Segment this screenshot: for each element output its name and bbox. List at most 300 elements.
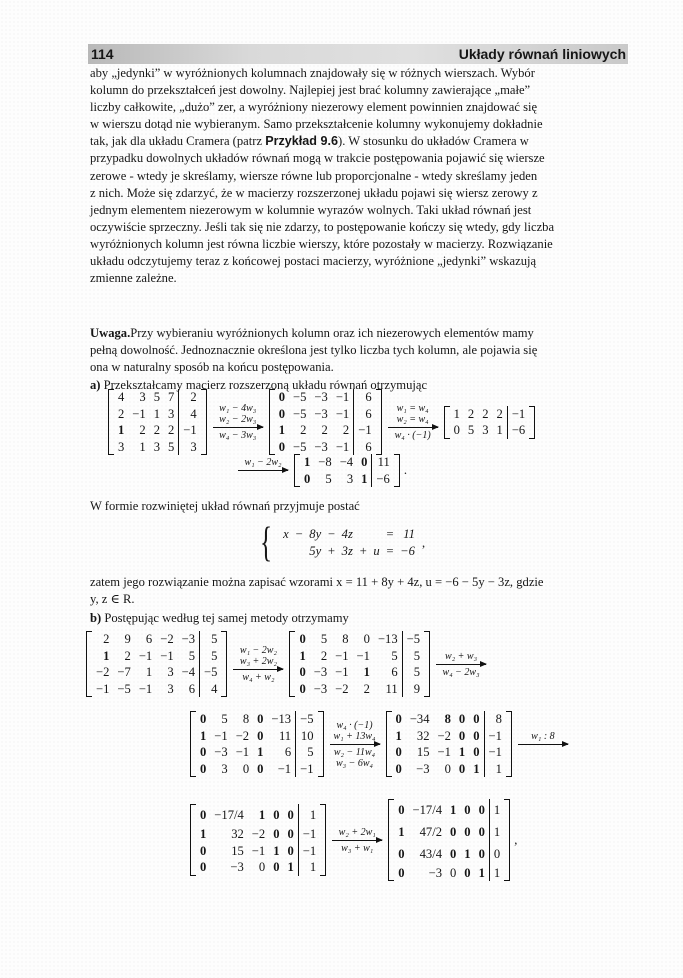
text-line (90, 342, 625, 359)
matrix-cell: 4 (118, 390, 125, 404)
text-line (90, 185, 625, 202)
matrix-cell-fraction: −17/4 (214, 808, 244, 822)
matrix-cell: −5 (200, 664, 222, 681)
matrix-cell: −1 (138, 681, 153, 696)
equation-term: − (294, 527, 304, 542)
row-operation (518, 731, 568, 758)
matrix-cell: 3 (153, 439, 160, 454)
text-line-content: zmienne zależne. (90, 271, 177, 286)
matrix-cell: −1 (296, 761, 318, 778)
operation-label: w₃ − 6w₄ (335, 757, 374, 769)
arrow-icon (436, 664, 486, 665)
matrix-cell: 1 (103, 648, 110, 663)
matrix-cell: −34 (409, 712, 430, 726)
matrix-cell: −1 (437, 745, 451, 759)
matrix-cell: −1 (298, 843, 320, 860)
matrix-cell: 15 (416, 745, 430, 759)
text-line-content: zatem jego rozwiązanie można zapisać wzorami x = 11 + 8y + 4z, u = −6 − 5y − 3z, gdzie (90, 575, 544, 589)
matrix-row (392, 761, 506, 778)
equation-term (370, 526, 382, 543)
matrix-cell: 1 (464, 846, 471, 861)
note-label: Uwaga. (90, 326, 131, 340)
matrix-cell: 2 (300, 423, 307, 437)
matrix-cell-fraction: −17/4 (412, 802, 442, 817)
matrix-row (300, 454, 394, 471)
row-operation (213, 403, 263, 441)
operation-label: w₂ + w₃ (445, 650, 478, 662)
equation-term: + (327, 544, 336, 559)
right-bracket (529, 406, 535, 439)
arrow-icon (518, 744, 568, 745)
chapter-title: Układy równań liniowych (458, 46, 626, 62)
part-b-intro (90, 610, 625, 627)
matrix-row (275, 406, 376, 423)
matrix-cell: 11 (372, 454, 394, 471)
operation-label: w₄ + w₂ (242, 672, 275, 683)
matrix-row (275, 389, 376, 406)
matrix-cell: 8 (484, 711, 506, 728)
matrix-cell: 1 (139, 439, 146, 454)
matrix-cell: 6 (145, 632, 153, 646)
part-a-intro-text: Przekształcamy macierz rozszerzoną układu równań otrzymując (100, 378, 428, 392)
matrix-cell: 1 (118, 423, 125, 437)
part-b-label: b) (90, 611, 102, 625)
right-bracket (424, 631, 430, 697)
equation-term (292, 543, 307, 560)
matrix-cell: −13 (377, 632, 398, 646)
matrix-cell: 0 (257, 728, 264, 743)
operation-label: w₄ − 3w₃ (219, 430, 257, 441)
matrix-cell: 1 (458, 745, 466, 759)
text-line-content (90, 610, 349, 627)
matrix-cell: 1 (398, 824, 405, 839)
equation-term: u (373, 544, 380, 559)
text-line-content: układu odczytujemy teraz z końcowej postaci macierzy, wyróżnione „jedynki” wskazują (90, 254, 537, 269)
matrix-table (92, 631, 221, 697)
arrow-icon (332, 840, 382, 841)
matrix-cell: −5 (402, 631, 424, 648)
matrix-row (92, 664, 221, 681)
operation-label: w₂ = w₄ (396, 414, 429, 425)
text-line (90, 82, 625, 99)
matrix-cell: 0 (200, 843, 207, 858)
matrix-cell: 5 (467, 423, 475, 437)
equation-term: −6 (400, 544, 415, 559)
matrix-cell: 0 (478, 846, 485, 861)
matrix-cell: 0 (242, 761, 250, 776)
paragraph-method (90, 65, 625, 287)
right-bracket (506, 711, 512, 777)
text-segment: Przykład 9.6 (265, 134, 338, 149)
text-line (90, 168, 625, 185)
matrix-cell: −6 (372, 471, 394, 488)
matrix-cell: 1 (453, 406, 460, 421)
text-line (90, 202, 625, 219)
matrix-cell: 3 (221, 761, 228, 776)
text-line (90, 65, 625, 82)
matrix-cell: 0 (200, 761, 207, 776)
matrix-row (114, 389, 201, 406)
text-line-content: przypadku dowolnych układów równań mogą w trakcie postępowania pojawić się wiersze (90, 151, 545, 166)
matrix-cell: 0 (489, 843, 504, 865)
equation-term: 4z (341, 527, 353, 542)
matrix-row (196, 826, 320, 843)
matrix-cell: 15 (231, 843, 244, 858)
matrix-cell: 0 (398, 846, 405, 861)
matrix-cell: 0 (287, 827, 294, 842)
text-line-content: jednym elementem niezerowym w kolumnie wyrazów wolnych. Taki układ równań jest (90, 202, 532, 217)
operation-label: w₃ + w₁ (341, 842, 374, 854)
equation-term: x (283, 527, 289, 542)
matrix-table (450, 406, 530, 439)
matrix-cell: 0 (299, 665, 306, 679)
text-line (90, 116, 625, 133)
matrix-cell: 0 (444, 761, 451, 776)
row-operation (238, 457, 288, 484)
matrix-row (92, 648, 221, 665)
matrix-cell: 4 (179, 406, 201, 423)
brace: { (260, 520, 273, 566)
matrix-cell: −5 (293, 439, 307, 454)
matrix-cell: 0 (478, 802, 485, 817)
matrix-cell: 2 (179, 389, 201, 406)
operation-label: w₃ + 2w₂ (239, 656, 277, 667)
matrix-cell: −1 (160, 648, 174, 663)
text-line (90, 591, 625, 608)
matrix-cell: 1 (395, 728, 402, 743)
equation-term: = (385, 527, 395, 542)
matrix-row (275, 422, 376, 439)
matrix-cell: −3 (428, 865, 442, 880)
matrix-cell: 6 (354, 439, 376, 456)
matrix-cell: −5 (293, 406, 307, 421)
matrix-row (295, 631, 424, 648)
part-a-step-1 (108, 389, 535, 455)
matrix-cell: 1 (299, 648, 306, 663)
text-line (90, 150, 625, 167)
matrix-table (196, 711, 318, 777)
row-operation (436, 651, 486, 678)
matrix-cell: 5 (391, 648, 398, 663)
matrix-cell: 1 (473, 761, 480, 776)
text-line-content: liczby całkowite, „dużo” zer, a wyróżniony niezerowy element powinnien znajdować się (90, 100, 538, 115)
equation-system (256, 520, 426, 566)
matrix-table (392, 711, 506, 777)
matrix-cell: 1 (145, 665, 153, 679)
matrix-cell: 3 (118, 439, 125, 454)
text-line (90, 325, 625, 342)
matrix-cell: −3 (314, 390, 328, 404)
matrix-cell: 3 (482, 423, 489, 437)
matrix-cell: 0 (473, 712, 480, 726)
matrix-cell: 3 (346, 471, 354, 486)
matrix-cell: 0 (273, 827, 280, 842)
matrix-row (114, 406, 201, 423)
matrix-cell: 0 (287, 808, 294, 822)
matrix-cell-fraction: 47/2 (419, 824, 442, 839)
matrix-cell: 0 (464, 824, 471, 839)
part-b-intro-text: Postępując według tej samej metody otrzymamy (101, 611, 349, 625)
running-header (88, 44, 628, 64)
matrix-cell: −2 (251, 827, 266, 842)
text-line-content: y, z ∈ R. (90, 592, 135, 607)
matrix-cell: 5 (325, 471, 332, 486)
matrix-cell: 0 (450, 846, 457, 861)
matrix-row (114, 439, 201, 456)
matrix-cell: 0 (200, 860, 207, 875)
matrix-cell: −1 (507, 406, 529, 423)
system-table (280, 526, 418, 560)
matrix-cell: −3 (230, 860, 244, 875)
right-bracket (376, 389, 382, 455)
matrix-step (190, 804, 326, 876)
matrix-cell: 0 (299, 681, 306, 696)
operation-label: w₄ · (−1) (394, 430, 431, 441)
operation-label: w₄ · (−1) (336, 719, 373, 731)
matrix-cell: 8 (444, 712, 451, 726)
equation-term: 5y (309, 544, 322, 559)
matrix-cell: 11 (385, 681, 398, 696)
matrix-cell: 1 (258, 808, 266, 822)
matrix-cell: 6 (188, 681, 196, 696)
matrix-cell: −3 (214, 745, 228, 759)
matrix-table (196, 804, 320, 876)
matrix-cell: 1 (200, 827, 207, 842)
matrix-cell: −3 (416, 761, 430, 776)
punctuation: , (421, 535, 426, 550)
matrix-cell: 0 (361, 455, 368, 469)
matrix-cell: −1 (335, 648, 349, 663)
matrix-cell: 0 (304, 471, 311, 486)
matrix-cell: 1 (273, 843, 280, 858)
matrix-cell: 8 (342, 632, 349, 646)
matrix-cell: 1 (361, 471, 368, 486)
matrix-cell: 0 (299, 632, 306, 646)
text-line (90, 359, 625, 376)
matrix-result (388, 799, 510, 882)
matrix-row (275, 439, 376, 456)
matrix-cell: 0 (278, 406, 285, 421)
matrix-cell: 6 (354, 406, 376, 423)
matrix-cell: 3 (168, 406, 175, 421)
text-line (90, 133, 625, 150)
right-bracket (201, 389, 207, 455)
matrix-cell: 1 (489, 799, 504, 821)
matrix-cell: 0 (458, 728, 466, 743)
matrix-row (196, 804, 320, 826)
system-intro-text: W formie rozwiniętej układ równań przyjmuje postać (90, 499, 360, 513)
operation-label: w₄ − 2w₃ (442, 666, 480, 678)
system-intro (90, 498, 625, 515)
matrix-cell: −1 (138, 648, 153, 663)
row-operation (332, 827, 382, 854)
matrix-cell: −1 (251, 843, 266, 858)
matrix-cell: 9 (124, 632, 131, 646)
matrix-cell: 6 (354, 389, 376, 406)
matrix-cell: 0 (398, 865, 405, 880)
matrix-cell: −2 (96, 665, 110, 679)
arrow-icon (213, 427, 263, 428)
equation-term (280, 543, 292, 560)
operation-label: w₁ : 8 (531, 730, 555, 742)
matrix-cell: 5 (200, 648, 222, 665)
matrix-cell: −1 (235, 745, 250, 759)
matrix-cell: −2 (235, 728, 250, 743)
right-bracket (221, 631, 227, 697)
matrix-table (394, 799, 504, 882)
matrix-row (196, 711, 318, 728)
matrix-cell: −5 (117, 681, 131, 696)
equation-term: − (327, 527, 336, 542)
matrix-cell: 1 (278, 423, 285, 437)
matrix-cell: 32 (416, 728, 430, 743)
text-line (90, 270, 625, 287)
part-b-step-2 (190, 711, 574, 777)
matrix-cell: 5 (153, 390, 160, 404)
arrow-icon (238, 470, 288, 471)
matrix-cell: 0 (257, 761, 264, 776)
matrix-cell: −4 (181, 665, 196, 679)
matrix-cell: −1 (277, 761, 292, 776)
matrix-cell: 2 (321, 423, 328, 437)
matrix-cell: 0 (200, 712, 207, 726)
matrix-cell: 0 (453, 423, 460, 437)
matrix-cell-fraction: 43/4 (419, 846, 442, 861)
matrix-cell: 2 (467, 406, 475, 421)
matrix-cell: 0 (273, 808, 280, 822)
matrix-cell: 9 (402, 681, 424, 698)
matrix-row (196, 728, 318, 745)
matrix-table (300, 454, 394, 487)
augmented-matrix (108, 389, 207, 455)
matrix-row (394, 799, 504, 821)
right-bracket (504, 799, 510, 882)
matrix-row (114, 422, 201, 439)
matrix-cell: 6 (284, 745, 292, 759)
text-line (90, 219, 625, 236)
matrix-row (392, 728, 506, 745)
operation-label: w₁ = w₄ (396, 403, 429, 414)
matrix-cell: 0 (473, 745, 480, 759)
row-operation (330, 720, 380, 769)
operation-label: w₂ − 2w₃ (219, 414, 257, 425)
matrix-step (444, 406, 536, 439)
arrow-icon (233, 669, 283, 670)
matrix-cell: 5 (188, 648, 196, 663)
matrix-cell: 0 (278, 439, 285, 454)
matrix-cell: 1 (153, 406, 160, 421)
matrix-cell: 0 (287, 843, 294, 858)
matrix-cell: −1 (484, 744, 506, 761)
matrix-cell: −3 (314, 439, 328, 454)
matrix-cell: −1 (484, 728, 506, 745)
matrix-cell: 5 (168, 439, 175, 454)
matrix-cell: −5 (296, 711, 318, 728)
matrix-cell: 0 (395, 712, 402, 726)
text-line (90, 236, 625, 253)
solution-paragraph (90, 574, 625, 608)
matrix-cell: 0 (258, 860, 266, 875)
text-segment: tak, jak dla układu Cramera (patrz (90, 134, 266, 149)
matrix-cell: −1 (96, 681, 110, 696)
matrix-cell: 2 (139, 423, 146, 437)
equation-term: 3z (341, 544, 353, 559)
matrix-table (295, 631, 424, 697)
matrix-table (114, 389, 201, 455)
matrix-cell: 7 (168, 390, 175, 404)
matrix-cell: 0 (478, 824, 485, 839)
matrix-cell: 1 (484, 761, 506, 778)
matrix-cell: −1 (354, 422, 376, 439)
matrix-cell: −1 (335, 390, 350, 404)
text-line-content: Przy wybieraniu wyróżnionych kolumn oraz ich niezerowych elementów mamy (130, 326, 534, 340)
matrix-cell: 0 (398, 802, 405, 817)
punctuation: , (514, 832, 518, 847)
equation-term: 11 (403, 527, 415, 542)
matrix-row (295, 648, 424, 665)
matrix-cell: 1 (304, 455, 311, 469)
matrix-row (450, 422, 530, 439)
equation-row (280, 526, 418, 543)
matrix-cell: 0 (200, 808, 207, 822)
matrix-cell: 2 (153, 423, 160, 437)
punctuation: . (403, 463, 407, 477)
part-b-step-1 (86, 631, 492, 697)
matrix-cell: 6 (391, 665, 398, 679)
matrix-cell: 1 (450, 802, 457, 817)
matrix-cell: −2 (335, 681, 349, 696)
equation-term (356, 526, 371, 543)
matrix-row (196, 761, 318, 778)
matrix-cell: 0 (450, 824, 457, 839)
matrix-cell: 0 (473, 728, 480, 743)
matrix-cell: 0 (458, 761, 466, 776)
matrix-cell: 1 (298, 804, 320, 826)
equation-term: 8y (309, 527, 322, 542)
matrix-cell: 0 (395, 745, 402, 759)
operation-label: w₁ − 4w₃ (219, 403, 257, 414)
text-line (90, 574, 625, 591)
matrix-step (289, 631, 430, 697)
spacer (542, 747, 545, 758)
text-line (90, 610, 625, 627)
matrix-cell: 1 (257, 745, 264, 759)
matrix-row (394, 821, 504, 843)
operation-label: w₁ + 13w₄ (333, 730, 376, 742)
matrix-cell: 0 (273, 860, 280, 875)
matrix-cell: 3 (167, 681, 174, 696)
matrix-cell: 3 (179, 439, 201, 456)
right-bracket (394, 454, 400, 487)
matrix-cell: −1 (132, 406, 146, 421)
matrix-cell: 1 (478, 865, 485, 880)
matrix-cell: 0 (363, 632, 370, 646)
arrow-icon (388, 427, 438, 428)
matrix-cell: 0 (278, 390, 285, 404)
matrix-cell: 1 (363, 665, 370, 679)
matrix-cell: −2 (160, 632, 174, 646)
matrix-row (196, 843, 320, 860)
matrix-table (275, 389, 376, 455)
matrix-row (394, 865, 504, 882)
matrix-cell: −2 (437, 728, 451, 743)
matrix-cell: 0 (464, 802, 471, 817)
equation-term: = (385, 544, 395, 559)
text-line (90, 99, 625, 116)
matrix-cell: 1 (287, 860, 294, 875)
matrix-cell: −3 (181, 632, 196, 646)
matrix-cell: 0 (395, 761, 402, 776)
